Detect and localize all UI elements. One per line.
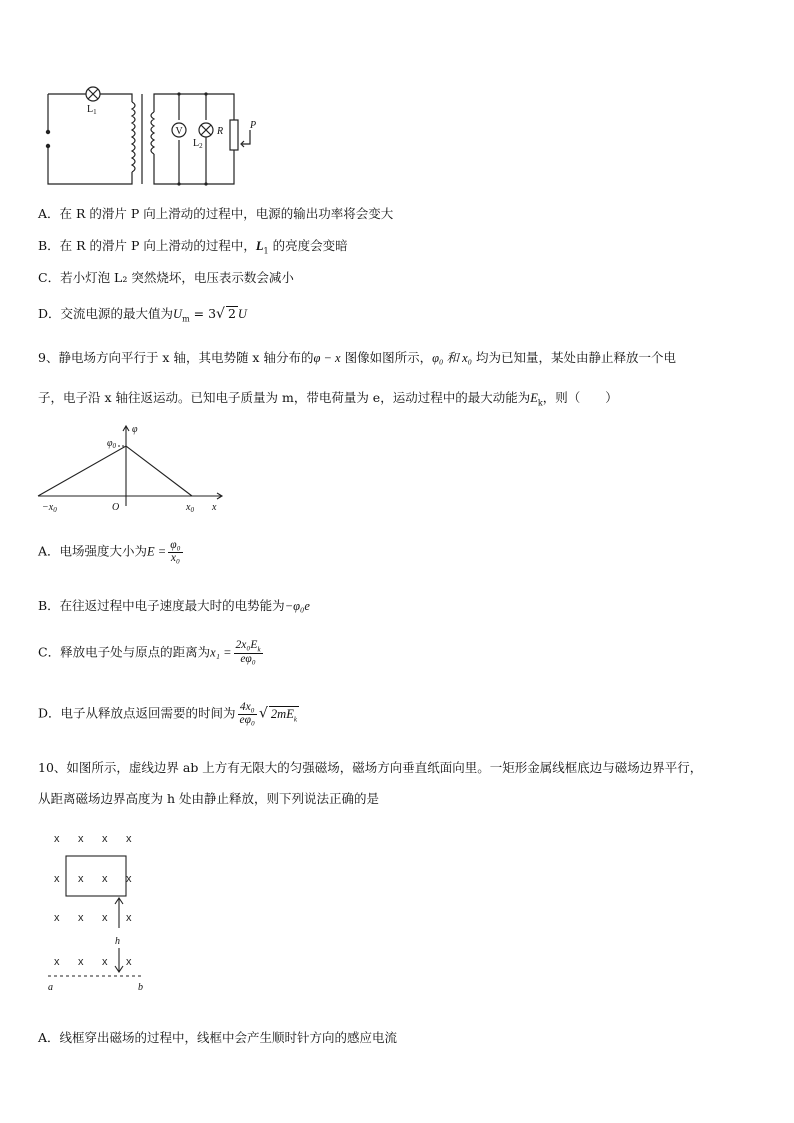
phi-axis-label: φ bbox=[132, 424, 138, 435]
magnetic-field-figure bbox=[40, 826, 160, 996]
field-cross-mark: x bbox=[54, 833, 60, 845]
q8-option-c: C．若小灯泡 L₂ 突然烧坏，电压表示数会减小 bbox=[38, 270, 294, 285]
q9-option-c: C．释放电子处与原点的距离为x₁ = $\frac{2x_0E_k}{\text{eφ₀}}$ bbox=[38, 639, 261, 666]
origin-label: O bbox=[112, 502, 120, 513]
field-cross-mark: x bbox=[102, 833, 108, 845]
h-label: h bbox=[115, 936, 120, 947]
voltmeter-label: V bbox=[175, 126, 183, 137]
field-cross-mark: x bbox=[102, 912, 108, 924]
q9-option-b: B．在往返过程中电子速度最大时的电势能为−φ₀e bbox=[38, 598, 310, 613]
q10-option-a: A．线框穿出磁场的过程中，线框中会产生顺时针方向的感应电流 bbox=[38, 1030, 398, 1045]
phi0-label: $\varphi_0$ bbox=[107, 438, 117, 450]
x-axis-label: x bbox=[212, 502, 217, 513]
q9-option-a: A．电场强度大小为E = $\frac{\text{φ₀}}{\text{x₀}}$ bbox=[38, 539, 181, 564]
field-cross-mark: x bbox=[102, 873, 108, 885]
q9-stem-line1: 9、静电场方向平行于 x 轴，其电势随 x 轴分布的φ − x 图像如图所示，φ₀ 和 x₀ 均为已知量，某处由静止释放一个电 bbox=[38, 350, 676, 365]
field-cross-mark: x bbox=[102, 956, 108, 968]
field-cross-mark: x bbox=[78, 912, 84, 924]
q9-option-d: D．电子从释放点返回需要的时间为 $\frac{\text{4x₀}}{\text{eφ₀}}$ √ $2mE_k$ bbox=[38, 701, 297, 726]
q9-stem-line2: 子，电子沿 x 轴往返运动。已知电子质量为 m，带电荷量为 e，运动过程中的最大动能为$E_k$，则（ ） bbox=[38, 390, 618, 408]
field-cross-mark: x bbox=[54, 873, 60, 885]
field-cross-mark: x bbox=[126, 833, 132, 845]
q8-option-a: A．在 R 的滑片 P 向上滑动的过程中，电源的输出功率将会变大 bbox=[38, 206, 394, 221]
slider-label: P bbox=[250, 120, 257, 131]
boundary-a-label: a bbox=[48, 982, 53, 993]
l2-label: $L_2$ bbox=[193, 138, 203, 150]
resistor-label: R bbox=[217, 126, 224, 137]
q8-option-d: D．交流电源的最大值为$U_m = 3√$ 2 U bbox=[38, 306, 247, 324]
x0-label: $x_0$ bbox=[186, 502, 194, 514]
field-cross-mark: x bbox=[78, 873, 84, 885]
potential-graph-figure bbox=[34, 420, 229, 520]
field-cross-mark: x bbox=[126, 912, 132, 924]
neg-x0-label: $-x_0$ bbox=[42, 502, 57, 514]
field-cross-mark: x bbox=[54, 912, 60, 924]
transformer-circuit-figure bbox=[38, 80, 258, 192]
field-cross-mark: x bbox=[126, 873, 132, 885]
field-cross-mark: x bbox=[78, 833, 84, 845]
l1-label: $L_1$ bbox=[87, 104, 97, 116]
field-cross-mark: x bbox=[78, 956, 84, 968]
q8-option-b: B．在 R 的滑片 P 向上滑动的过程中，$L_1$ 的亮度会变暗 bbox=[38, 238, 348, 256]
field-cross-mark: x bbox=[126, 956, 132, 968]
q10-stem-line2: 从距离磁场边界高度为 h 处由静止释放，则下列说法正确的是 bbox=[38, 791, 379, 806]
q10-stem-line1: 10、如图所示，虚线边界 ab 上方有无限大的匀强磁场，磁场方向垂直纸面向里。一矩形金属线框底边与磁场边界平行， bbox=[38, 760, 703, 775]
boundary-b-label: b bbox=[138, 982, 143, 993]
field-cross-mark: x bbox=[54, 956, 60, 968]
